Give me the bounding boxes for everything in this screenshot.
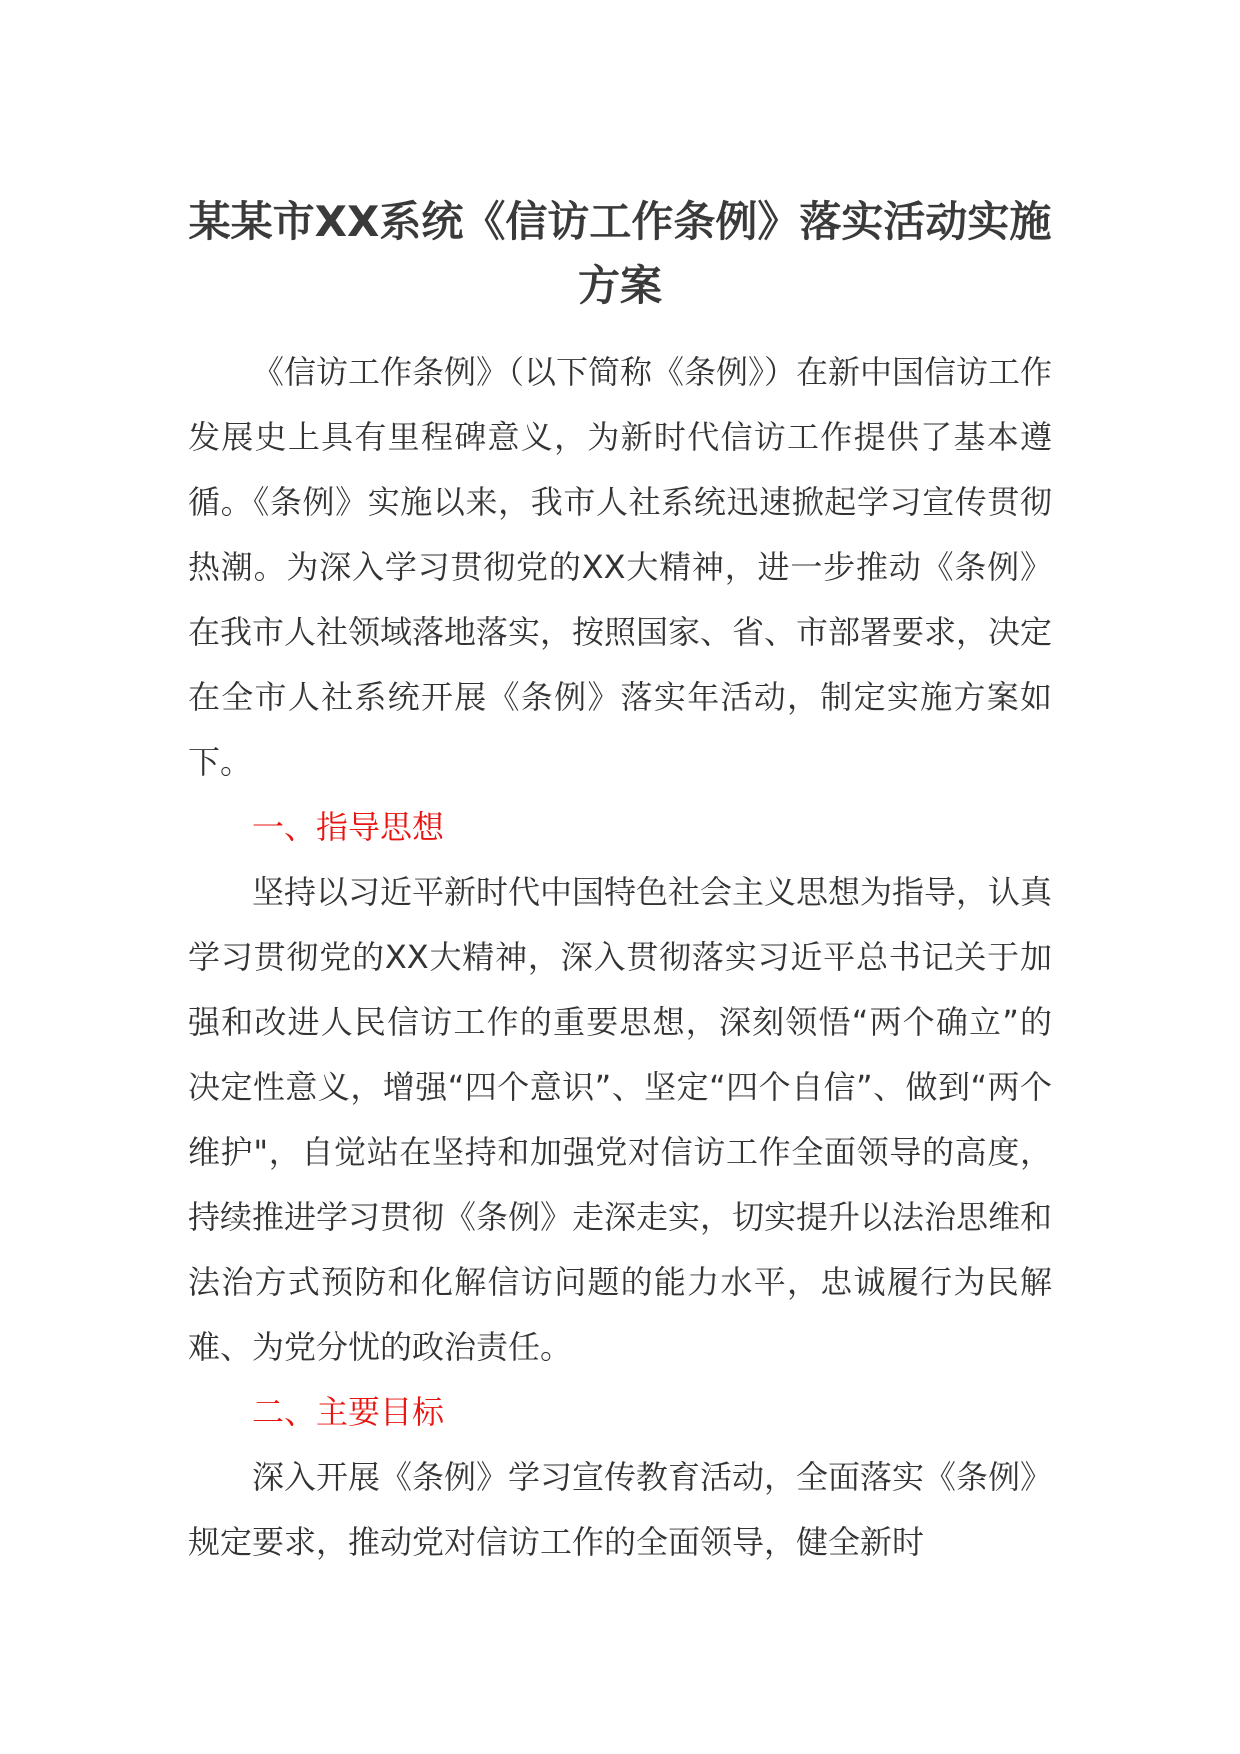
main-goals-paragraph: 深入开展《条例》学习宣传教育活动，全面落实《条例》规定要求，推动党对信访工作的全面领导，健全新时 [188, 1458, 1053, 1561]
document-title: 某某市XX系统《信访工作条例》落实活动实施方案 [188, 197, 1052, 310]
document-body [188, 190, 1052, 1575]
intro-paragraph: 《信访工作条例》（以下简称《条例》）在新中国信访工作发展史上具有里程碑意义，为新时代信访工作提供了基本遵循。《条例》实施以来，我市人社系统迅速掀起学习宣传贯彻热潮。为深入学习贯彻党的XX大精神，进一步推动《条例》在我市人社领域落地落实，按照国家、省、市部署要求，决定在全市人社系统开展《条例》落实年活动，制定实施方案如下。 [188, 353, 1053, 781]
section-heading-main-goals: 二、主要目标 [252, 1393, 445, 1431]
guiding-ideology-paragraph: 坚持以习近平新时代中国特色社会主义思想为指导，认真学习贯彻党的XX大精神，深入贯彻落实习近平总书记关于加强和改进人民信访工作的重要思想，深刻领悟“两个确立”的决定性意义，增强“四个意识”、坚定“四个自信”、做到“两个维护"，自觉站在坚持和加强党对信访工作全面领导的高度，持续推进学习贯彻《条例》走深走实，切实提升以法治思维和法治方式预防和化解信访问题的能力水平，忠诚履行为民解难、为党分忧的政治责任。 [188, 873, 1053, 1366]
section-heading-guiding-ideology: 一、指导思想 [252, 808, 445, 846]
